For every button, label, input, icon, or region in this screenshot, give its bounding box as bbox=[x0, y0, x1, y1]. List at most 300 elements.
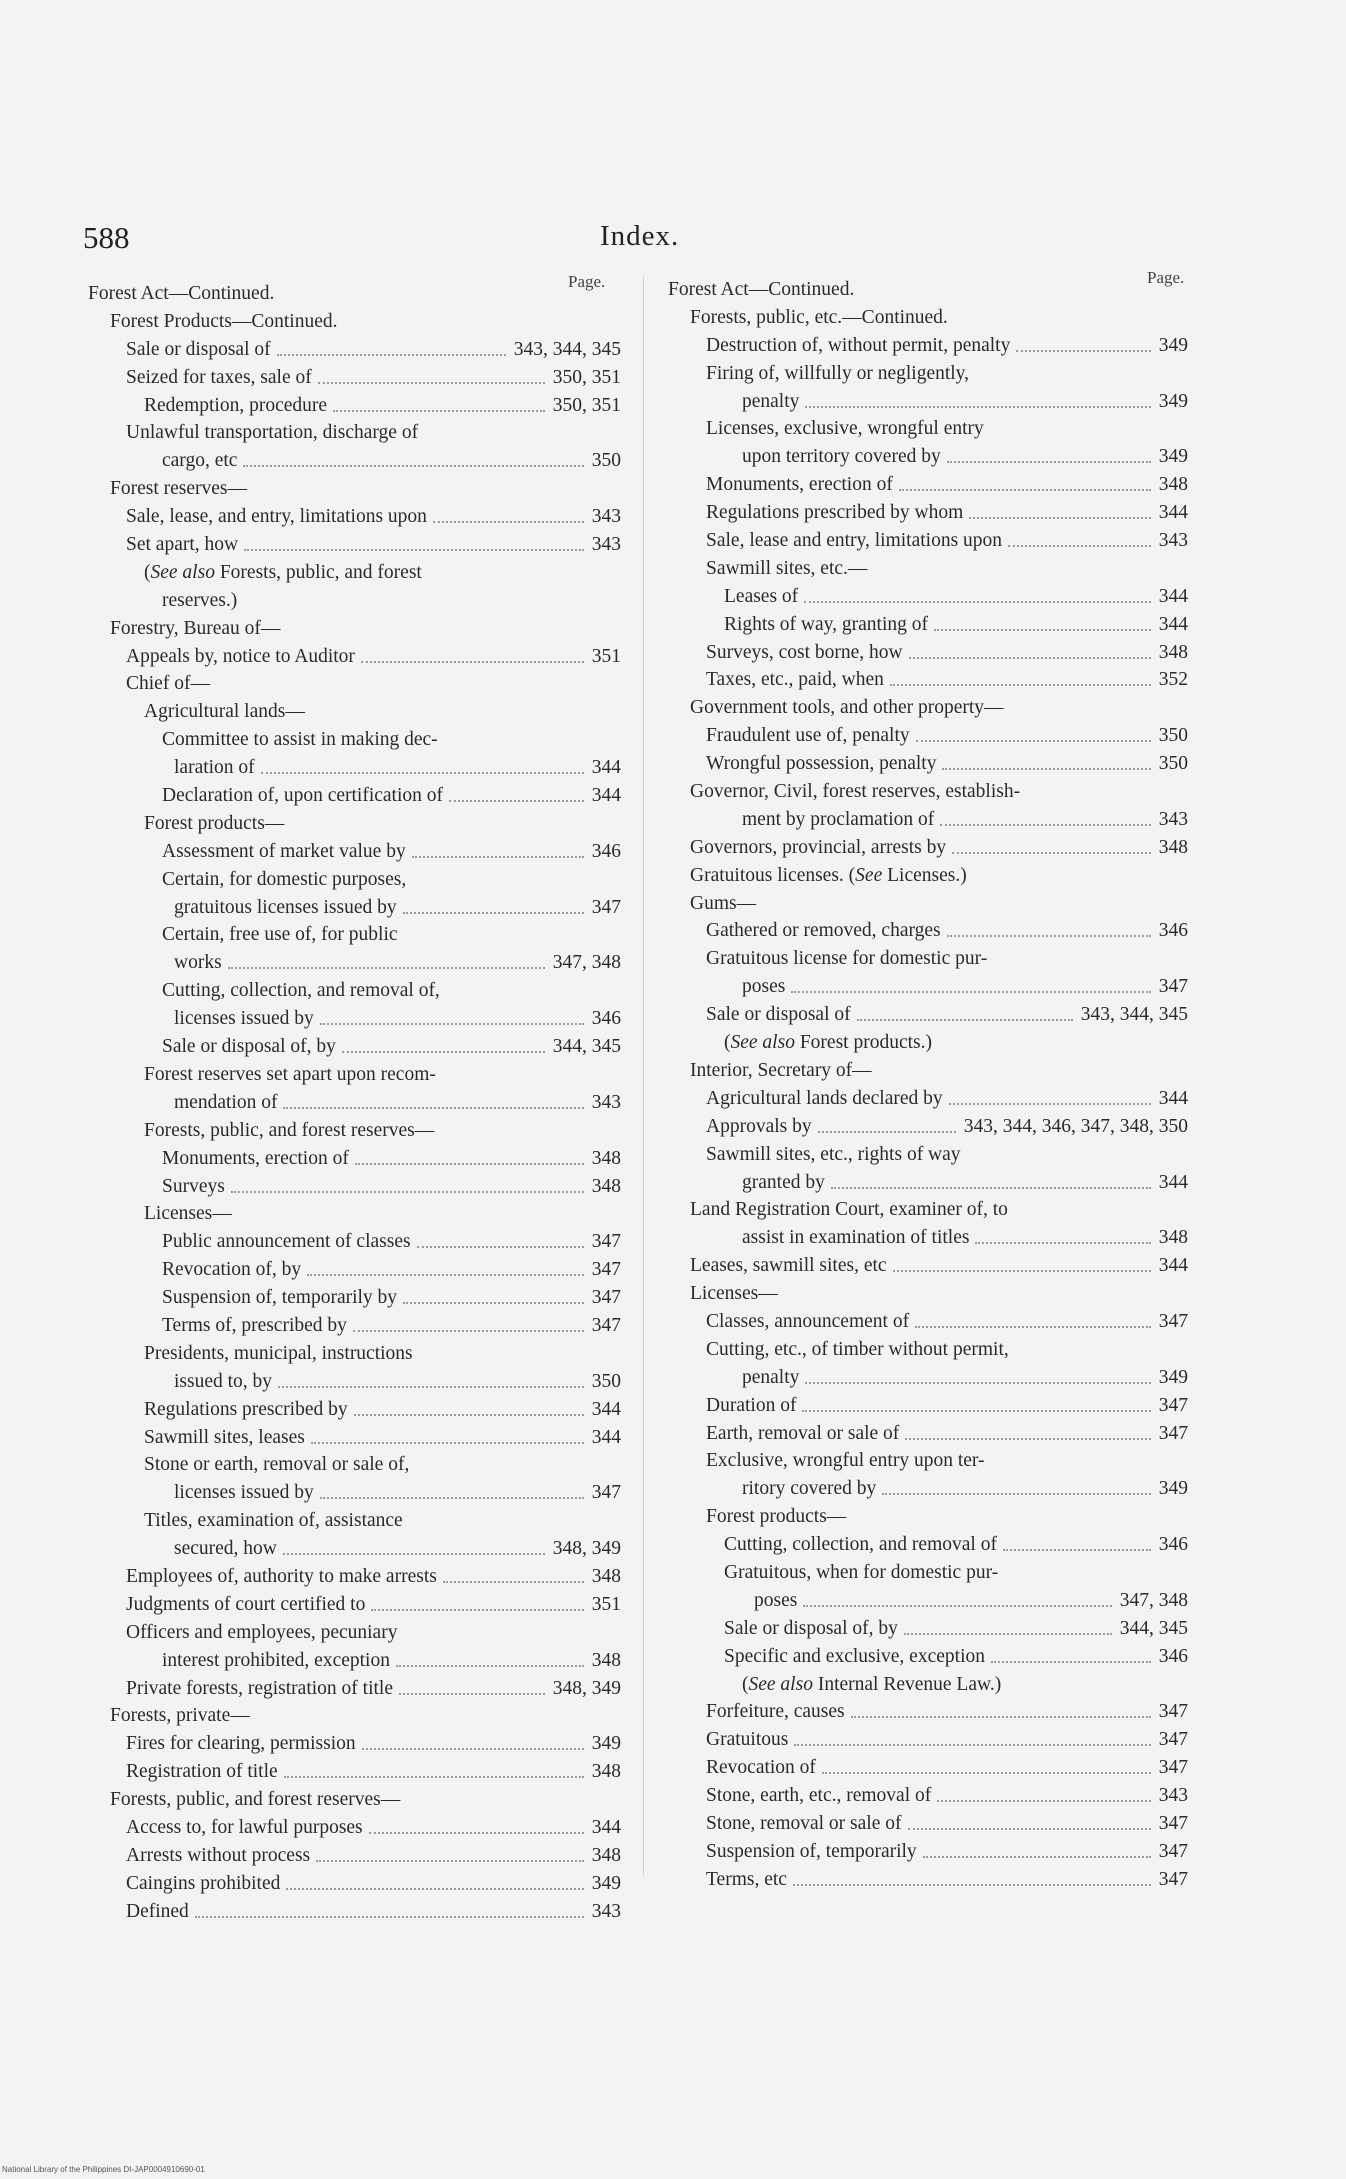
entry-text: Forfeiture, causes bbox=[706, 1701, 845, 1723]
entry-text: laration of bbox=[174, 757, 255, 779]
entry-text: granted by bbox=[742, 1171, 825, 1193]
leader-dots bbox=[261, 772, 584, 774]
index-entry bbox=[88, 1200, 621, 1228]
index-entry bbox=[88, 1758, 621, 1786]
index-entry bbox=[88, 1340, 621, 1368]
leader-dots bbox=[969, 517, 1151, 519]
page-reference: 344 bbox=[1158, 502, 1188, 524]
entry-text: Agricultural lands declared by bbox=[706, 1087, 943, 1109]
entry-text: Leases of bbox=[724, 585, 799, 607]
leader-dots bbox=[443, 1581, 584, 1583]
leader-dots bbox=[916, 740, 1151, 742]
index-entry bbox=[88, 726, 621, 754]
entry-text: Sale or disposal of, by bbox=[162, 1036, 336, 1058]
entry-text: Land Registration Court, examiner of, to bbox=[690, 1199, 1008, 1221]
page-reference: 344 bbox=[1158, 1255, 1188, 1277]
index-entry bbox=[88, 949, 621, 977]
page-reference: 344 bbox=[591, 1426, 621, 1448]
index-entry bbox=[88, 1284, 621, 1312]
index-entry bbox=[88, 1814, 621, 1842]
page-reference: 351 bbox=[591, 1593, 621, 1615]
page-reference: 352 bbox=[1158, 669, 1188, 691]
page-reference: 343, 344, 345 bbox=[513, 338, 621, 360]
entry-text: Set apart, how bbox=[126, 534, 239, 556]
index-entry bbox=[88, 1396, 621, 1424]
entry-text: Rights of way, granting of bbox=[724, 613, 928, 635]
entry-text: Forest products— bbox=[706, 1506, 847, 1528]
page-reference: 347 bbox=[1158, 976, 1188, 998]
index-entry bbox=[88, 921, 621, 949]
page-reference: 350, 351 bbox=[552, 366, 621, 388]
leader-dots bbox=[316, 1860, 584, 1862]
page-reference: 349 bbox=[591, 1872, 621, 1894]
leader-dots bbox=[396, 1665, 584, 1667]
page-reference: 349 bbox=[1158, 446, 1188, 468]
leader-dots bbox=[244, 549, 584, 551]
entry-text: Terms, etc bbox=[706, 1868, 787, 1890]
entry-text: Destruction of, without permit, penalty bbox=[706, 334, 1011, 356]
page-reference: 350 bbox=[1158, 725, 1188, 747]
index-entry bbox=[88, 1173, 621, 1201]
entry-text: Cutting, collection, and removal of bbox=[724, 1534, 997, 1556]
page-reference: 346 bbox=[1158, 920, 1188, 942]
leader-dots bbox=[909, 657, 1151, 659]
leader-dots bbox=[311, 1442, 584, 1444]
leader-dots bbox=[915, 1326, 1151, 1328]
page-reference: 347 bbox=[1158, 1310, 1188, 1332]
page-title: Index. bbox=[600, 220, 680, 252]
page-number: 588 bbox=[83, 220, 130, 255]
leader-dots bbox=[905, 1438, 1151, 1440]
index-entry bbox=[668, 499, 1188, 527]
entry-text: Caingins prohibited bbox=[126, 1872, 281, 1894]
index-entry bbox=[88, 447, 621, 475]
right-index-column bbox=[668, 276, 1188, 1894]
index-entry bbox=[668, 890, 1188, 918]
index-entry bbox=[88, 1535, 621, 1563]
entry-text: Sawmill sites, leases bbox=[144, 1426, 305, 1448]
page-reference: 350 bbox=[591, 450, 621, 472]
index-entry bbox=[668, 694, 1188, 722]
index-entry bbox=[88, 364, 621, 392]
page-reference: 348 bbox=[1158, 836, 1188, 858]
leader-dots bbox=[952, 852, 1151, 854]
page-reference: 347 bbox=[1158, 1812, 1188, 1834]
index-entry bbox=[88, 866, 621, 894]
index-entry bbox=[668, 332, 1188, 360]
index-entry bbox=[668, 1838, 1188, 1866]
index-entry bbox=[88, 1451, 621, 1479]
page-reference: 350 bbox=[1158, 753, 1188, 775]
index-entry bbox=[668, 1559, 1188, 1587]
index-entry bbox=[88, 810, 621, 838]
column-divider bbox=[643, 276, 644, 1876]
entry-text: Arrests without process bbox=[126, 1844, 311, 1866]
leader-dots bbox=[947, 461, 1151, 463]
leader-dots bbox=[399, 1693, 545, 1695]
entry-text: Sale or disposal of, by bbox=[724, 1617, 898, 1639]
index-entry bbox=[668, 1252, 1188, 1280]
page-reference: 347 bbox=[1158, 1729, 1188, 1751]
entry-text: Sale or disposal of bbox=[706, 1004, 851, 1026]
entry-text: Forests, public, and forest reserves— bbox=[110, 1789, 401, 1811]
index-entry bbox=[88, 670, 621, 698]
entry-text: Public announcement of classes bbox=[162, 1231, 411, 1253]
page-reference: 347 bbox=[1158, 1701, 1188, 1723]
entry-text: Gratuitous license for domestic pur- bbox=[706, 948, 988, 970]
page-reference: 343 bbox=[591, 534, 621, 556]
leader-dots bbox=[882, 1493, 1151, 1495]
leader-dots bbox=[1016, 350, 1151, 352]
index-entry bbox=[668, 471, 1188, 499]
index-entry bbox=[668, 1057, 1188, 1085]
page-reference: 346 bbox=[591, 840, 621, 862]
leader-dots bbox=[940, 824, 1151, 826]
page-reference: 348 bbox=[591, 1147, 621, 1169]
index-entry bbox=[88, 1786, 621, 1814]
leader-dots bbox=[333, 410, 545, 412]
entry-text: Suspension of, temporarily by bbox=[162, 1287, 398, 1309]
leader-dots bbox=[793, 1884, 1151, 1886]
entry-text: assist in examination of titles bbox=[742, 1227, 970, 1249]
entry-text: Forest products— bbox=[144, 812, 285, 834]
page-reference: 343 bbox=[591, 1900, 621, 1922]
index-entry bbox=[668, 1615, 1188, 1643]
page-reference: 347 bbox=[1158, 1757, 1188, 1779]
entry-text: Officers and employees, pecuniary bbox=[126, 1621, 398, 1643]
entry-text: Forest Act—Continued. bbox=[668, 279, 855, 300]
entry-text: Gratuitous, when for domestic pur- bbox=[724, 1561, 999, 1583]
index-entry bbox=[668, 1336, 1188, 1364]
page-reference: 344 bbox=[1158, 1087, 1188, 1109]
index-entry bbox=[668, 1364, 1188, 1392]
entry-text: penalty bbox=[742, 1366, 800, 1388]
index-entry bbox=[668, 443, 1188, 471]
page-reference: 348 bbox=[1158, 641, 1188, 663]
entry-text: Gratuitous bbox=[706, 1729, 789, 1751]
entry-text: Access to, for lawful purposes bbox=[126, 1816, 363, 1838]
page-reference: 348, 349 bbox=[552, 1677, 621, 1699]
index-entry bbox=[668, 1726, 1188, 1754]
index-entry bbox=[88, 1842, 621, 1870]
entry-text: Stone or earth, removal or sale of, bbox=[144, 1454, 410, 1476]
leader-dots bbox=[822, 1772, 1151, 1774]
leader-dots bbox=[286, 1888, 584, 1890]
page-reference: 347 bbox=[591, 1482, 621, 1504]
page-reference: 347, 348 bbox=[552, 952, 621, 974]
entry-text: Seized for taxes, sale of bbox=[126, 366, 312, 388]
entry-text: Forest Act—Continued. bbox=[88, 283, 275, 304]
index-entry bbox=[88, 977, 621, 1005]
entry-text: (See also Forest products.) bbox=[724, 1032, 932, 1054]
index-entry bbox=[668, 1029, 1188, 1057]
index-entry bbox=[88, 838, 621, 866]
index-entry bbox=[88, 894, 621, 922]
entry-text: upon territory covered by bbox=[742, 446, 941, 468]
page-reference: 343, 344, 346, 347, 348, 350 bbox=[963, 1115, 1188, 1137]
index-entry bbox=[88, 1228, 621, 1256]
entry-text: Fraudulent use of, penalty bbox=[706, 725, 910, 747]
page-reference: 343 bbox=[1158, 808, 1188, 830]
entry-text: Stone, removal or sale of bbox=[706, 1812, 902, 1834]
index-entry bbox=[668, 1782, 1188, 1810]
entry-text: Employees of, authority to make arrests bbox=[126, 1565, 437, 1587]
index-entry bbox=[668, 1698, 1188, 1726]
index-entry bbox=[668, 1447, 1188, 1475]
entry-text: Private forests, registration of title bbox=[126, 1677, 393, 1699]
entry-text: Earth, removal or sale of bbox=[706, 1422, 900, 1444]
index-entry bbox=[668, 1531, 1188, 1559]
page-reference: 349 bbox=[1158, 334, 1188, 356]
index-entry bbox=[668, 834, 1188, 862]
index-entry bbox=[88, 1312, 621, 1340]
entry-text: Committee to assist in making dec- bbox=[162, 729, 438, 751]
page-reference: 344 bbox=[591, 785, 621, 807]
page-reference: 343, 344, 345 bbox=[1080, 1004, 1188, 1026]
leader-dots bbox=[942, 768, 1151, 770]
index-entry bbox=[88, 782, 621, 810]
index-entry bbox=[88, 1117, 621, 1145]
page-reference: 344, 345 bbox=[1119, 1617, 1188, 1639]
entry-text: (See also Forests, public, and forest bbox=[144, 561, 422, 583]
index-entry bbox=[668, 415, 1188, 443]
index-entry bbox=[668, 1392, 1188, 1420]
index-entry bbox=[668, 1866, 1188, 1894]
left-page-label: Page. bbox=[568, 272, 606, 291]
index-entry bbox=[668, 276, 1188, 304]
entry-text: Gratuitous licenses. (See Licenses.) bbox=[690, 864, 967, 886]
entry-text: Sale, lease and entry, limitations upon bbox=[706, 530, 1003, 552]
leader-dots bbox=[278, 1386, 584, 1388]
index-entry bbox=[668, 1420, 1188, 1448]
index-entry bbox=[88, 1898, 621, 1926]
leader-dots bbox=[802, 1410, 1151, 1412]
entry-text: Regulations prescribed by bbox=[144, 1398, 348, 1420]
leader-dots bbox=[318, 382, 545, 384]
index-entry bbox=[668, 1085, 1188, 1113]
leader-dots bbox=[417, 1246, 584, 1248]
leader-dots bbox=[371, 1609, 584, 1611]
entry-text: Licenses— bbox=[144, 1203, 232, 1225]
entry-text: Government tools, and other property— bbox=[690, 697, 1004, 719]
index-entry bbox=[668, 750, 1188, 778]
entry-text: Governors, provincial, arrests by bbox=[690, 836, 947, 858]
leader-dots bbox=[1003, 1549, 1151, 1551]
leader-dots bbox=[403, 1302, 584, 1304]
index-entry bbox=[88, 559, 621, 587]
index-entry bbox=[88, 1479, 621, 1507]
entry-text: Cutting, etc., of timber without permit, bbox=[706, 1338, 1009, 1360]
entry-text: Sawmill sites, etc., rights of way bbox=[706, 1143, 961, 1165]
index-entry bbox=[668, 1196, 1188, 1224]
leader-dots bbox=[369, 1832, 584, 1834]
entry-text: Firing of, willfully or negligently, bbox=[706, 362, 970, 384]
index-entry bbox=[88, 1619, 621, 1647]
entry-text: Surveys bbox=[162, 1175, 225, 1197]
entry-text: ritory covered by bbox=[742, 1478, 877, 1500]
index-entry bbox=[668, 555, 1188, 583]
entry-text: Surveys, cost borne, how bbox=[706, 641, 903, 663]
entry-text: Monuments, erection of bbox=[706, 474, 893, 496]
entry-text: reserves.) bbox=[162, 589, 238, 611]
entry-text: Licenses— bbox=[690, 1283, 778, 1305]
entry-text: Presidents, municipal, instructions bbox=[144, 1342, 413, 1364]
page-reference: 346 bbox=[591, 1008, 621, 1030]
page-reference: 347 bbox=[1158, 1868, 1188, 1890]
page-reference: 347 bbox=[1158, 1422, 1188, 1444]
page-reference: 344 bbox=[1158, 1171, 1188, 1193]
entry-text: poses bbox=[742, 976, 786, 998]
page-reference: 344 bbox=[1158, 585, 1188, 607]
index-entry bbox=[668, 806, 1188, 834]
leader-dots bbox=[899, 489, 1151, 491]
leader-dots bbox=[231, 1191, 584, 1193]
entry-text: Chief of— bbox=[126, 673, 210, 695]
leader-dots bbox=[342, 1051, 545, 1053]
entry-text: Forest Products—Continued. bbox=[110, 310, 338, 332]
index-entry bbox=[88, 754, 621, 782]
entry-text: Suspension of, temporarily bbox=[706, 1840, 917, 1862]
index-entry bbox=[668, 973, 1188, 1001]
leader-dots bbox=[433, 521, 584, 523]
page-reference: 343 bbox=[591, 1091, 621, 1113]
index-entry bbox=[668, 1643, 1188, 1671]
entry-text: mendation of bbox=[174, 1091, 278, 1113]
entry-text: licenses issued by bbox=[174, 1482, 314, 1504]
entry-text: Interior, Secretary of— bbox=[690, 1059, 872, 1081]
left-index-column bbox=[88, 280, 621, 1926]
leader-dots bbox=[320, 1023, 584, 1025]
entry-text: Revocation of, by bbox=[162, 1259, 302, 1281]
index-entry bbox=[668, 666, 1188, 694]
page-reference: 346 bbox=[1158, 1534, 1188, 1556]
index-entry bbox=[88, 475, 621, 503]
leader-dots bbox=[818, 1131, 956, 1133]
entry-text: Classes, announcement of bbox=[706, 1310, 910, 1332]
leader-dots bbox=[831, 1187, 1151, 1189]
leader-dots bbox=[284, 1776, 584, 1778]
leader-dots bbox=[228, 967, 545, 969]
leader-dots bbox=[277, 354, 506, 356]
page-reference: 343 bbox=[591, 506, 621, 528]
entry-text: Leases, sawmill sites, etc bbox=[690, 1255, 887, 1277]
index-entry bbox=[668, 360, 1188, 388]
leader-dots bbox=[803, 1605, 1112, 1607]
index-entry bbox=[668, 1141, 1188, 1169]
page-reference: 347 bbox=[1158, 1840, 1188, 1862]
index-entry bbox=[668, 1001, 1188, 1029]
leader-dots bbox=[949, 1103, 1151, 1105]
leader-dots bbox=[361, 661, 584, 663]
leader-dots bbox=[947, 935, 1151, 937]
index-entry bbox=[88, 503, 621, 531]
page-reference: 348 bbox=[591, 1844, 621, 1866]
index-entry bbox=[668, 1224, 1188, 1252]
page-reference: 347 bbox=[591, 1287, 621, 1309]
entry-text: Governor, Civil, forest reserves, establish- bbox=[690, 781, 1021, 803]
index-entry bbox=[88, 1424, 621, 1452]
index-entry bbox=[668, 778, 1188, 806]
index-entry bbox=[88, 1061, 621, 1089]
index-entry bbox=[88, 1005, 621, 1033]
page-reference: 343 bbox=[1158, 1785, 1188, 1807]
index-entry bbox=[88, 1145, 621, 1173]
entry-text: (See also Internal Revenue Law.) bbox=[742, 1673, 1002, 1695]
entry-text: Assessment of market value by bbox=[162, 840, 406, 862]
entry-text: Wrongful possession, penalty bbox=[706, 753, 937, 775]
index-entry bbox=[88, 392, 621, 420]
entry-text: licenses issued by bbox=[174, 1008, 314, 1030]
entry-text: Defined bbox=[126, 1900, 189, 1922]
entry-text: Specific and exclusive, exception bbox=[724, 1645, 985, 1667]
entry-text: Regulations prescribed by whom bbox=[706, 502, 964, 524]
index-entry bbox=[668, 1308, 1188, 1336]
leader-dots bbox=[890, 684, 1151, 686]
index-entry bbox=[88, 587, 621, 615]
entry-text: Revocation of bbox=[706, 1757, 816, 1779]
entry-text: issued to, by bbox=[174, 1370, 273, 1392]
entry-text: Taxes, etc., paid, when bbox=[706, 669, 884, 691]
index-entry bbox=[668, 722, 1188, 750]
leader-dots bbox=[403, 912, 584, 914]
page-reference: 344 bbox=[1158, 613, 1188, 635]
entry-text: Fires for clearing, permission bbox=[126, 1733, 356, 1755]
leader-dots bbox=[934, 629, 1151, 631]
index-entry bbox=[668, 862, 1188, 890]
leader-dots bbox=[857, 1019, 1073, 1021]
index-entry bbox=[88, 308, 621, 336]
leader-dots bbox=[283, 1553, 545, 1555]
entry-text: Forest reserves set apart upon recom- bbox=[144, 1063, 436, 1085]
index-entry bbox=[88, 336, 621, 364]
index-entry bbox=[668, 1810, 1188, 1838]
index-entry bbox=[668, 1169, 1188, 1197]
leader-dots bbox=[908, 1828, 1151, 1830]
entry-text: Gathered or removed, charges bbox=[706, 920, 941, 942]
entry-text: Duration of bbox=[706, 1394, 797, 1416]
entry-text: Redemption, procedure bbox=[144, 394, 328, 416]
index-entry bbox=[668, 945, 1188, 973]
entry-text: poses bbox=[754, 1589, 798, 1611]
page-reference: 347 bbox=[591, 1259, 621, 1281]
entry-text: Forests, public, etc.—Continued. bbox=[690, 306, 948, 328]
leader-dots bbox=[449, 800, 584, 802]
entry-text: cargo, etc bbox=[162, 450, 238, 472]
leader-dots bbox=[355, 1163, 584, 1165]
page-reference: 344 bbox=[591, 757, 621, 779]
leader-dots bbox=[794, 1744, 1151, 1746]
index-entry bbox=[88, 1870, 621, 1898]
page-reference: 344 bbox=[591, 1398, 621, 1420]
page-reference: 343 bbox=[1158, 530, 1188, 552]
leader-dots bbox=[937, 1800, 1151, 1802]
index-entry bbox=[88, 419, 621, 447]
leader-dots bbox=[975, 1242, 1151, 1244]
entry-text: Monuments, erection of bbox=[162, 1147, 349, 1169]
index-entry bbox=[88, 1591, 621, 1619]
index-entry bbox=[88, 531, 621, 559]
index-entry bbox=[88, 1089, 621, 1117]
page-reference: 347 bbox=[591, 1231, 621, 1253]
page-reference: 349 bbox=[1158, 1478, 1188, 1500]
page-reference: 347, 348 bbox=[1119, 1589, 1188, 1611]
page-reference: 350 bbox=[591, 1370, 621, 1392]
page-reference: 348 bbox=[591, 1761, 621, 1783]
page-reference: 349 bbox=[1158, 1366, 1188, 1388]
leader-dots bbox=[791, 991, 1151, 993]
page-reference: 348 bbox=[591, 1175, 621, 1197]
index-entry bbox=[668, 304, 1188, 332]
